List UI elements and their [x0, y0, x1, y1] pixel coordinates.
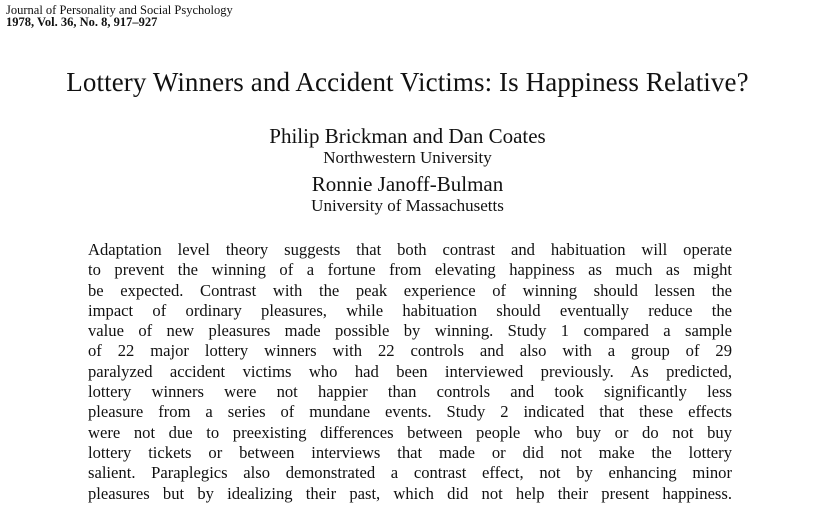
- abstract-line: value of new pleasures made possible by winning. Study 1 compared a sample: [88, 321, 732, 341]
- abstract-line: be expected. Contrast with the peak experience of winning should lessen the: [88, 280, 732, 300]
- journal-name: Journal of Personality and Social Psychology: [6, 3, 233, 17]
- journal-citation: [6, 4, 233, 28]
- abstract-line: were not due to preexisting differences between people who buy or do not buy: [88, 422, 732, 442]
- author-affiliation-1: Northwestern University: [323, 148, 492, 167]
- author-names-1: Philip Brickman and Dan Coates: [269, 124, 546, 148]
- abstract-line: Adaptation level theory suggests that both contrast and habituation will operate: [88, 240, 732, 259]
- author-names-2: Ronnie Janoff-Bulman: [311, 172, 504, 196]
- journal-volume-info: 1978, Vol. 36, No. 8, 917–927: [6, 15, 158, 29]
- abstract-line: lottery winners were not happier than controls and took significantly less: [88, 382, 732, 402]
- paper-title: Lottery Winners and Accident Victims: Is Happiness Relative?: [66, 67, 749, 97]
- abstract: [88, 240, 732, 504]
- abstract-line: impact of ordinary pleasures, while habituation should eventually reduce the: [88, 300, 732, 320]
- abstract-line: to prevent the winning of a fortune from elevating happiness as much as might: [88, 260, 732, 280]
- abstract-line: salient. Paraplegics also demonstrated a contrast effect, not by enhancing minor: [88, 463, 732, 483]
- abstract-line: of 22 major lottery winners with 22 controls and also with a group of 29: [88, 341, 732, 361]
- author-affiliation-2: University of Massachusetts: [311, 196, 504, 215]
- abstract-line: lottery tickets or between interviews that made or did not make the lottery: [88, 442, 732, 462]
- abstract-line: pleasure from a series of mundane events. Study 2 indicated that these effects: [88, 402, 732, 422]
- abstract-line: paralyzed accident victims who had been interviewed previously. As predicted,: [88, 361, 732, 381]
- abstract-line: pleasures but by idealizing their past, which did not help their present happiness.: [88, 483, 732, 503]
- author-block: [0, 124, 815, 216]
